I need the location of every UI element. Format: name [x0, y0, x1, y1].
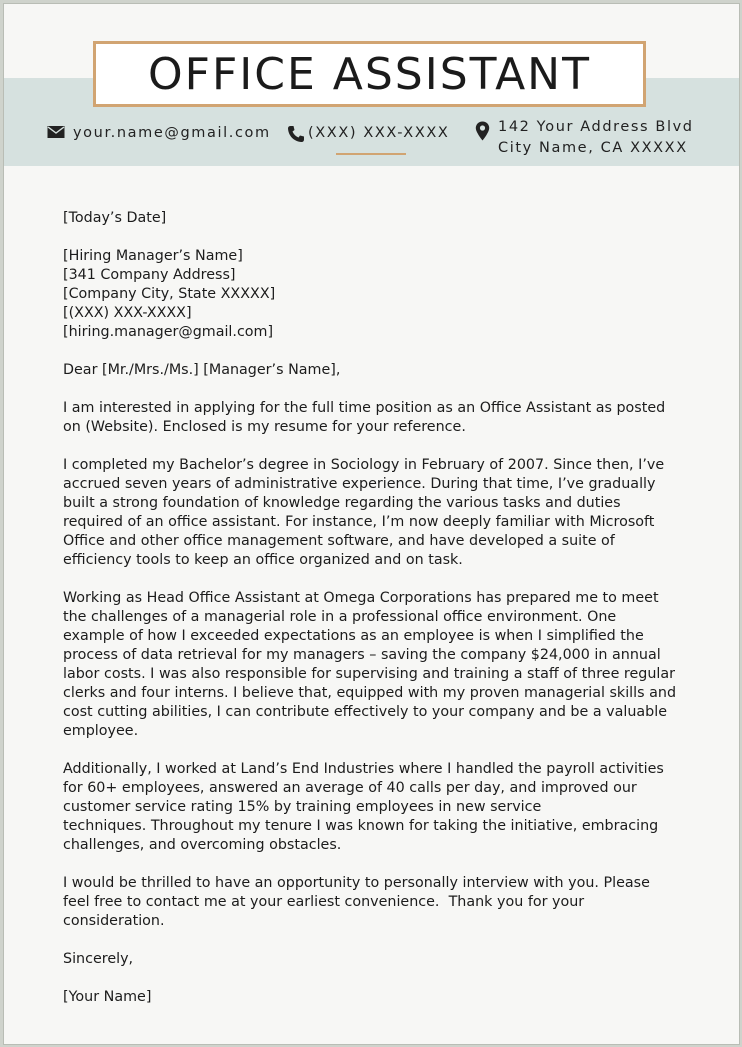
letter-date: [Today’s Date] [63, 210, 167, 226]
salutation: Dear [Mr./Mrs./Ms.] [Manager’s Name], [63, 362, 341, 378]
recipient-name: [Hiring Manager’s Name] [63, 248, 243, 264]
recipient-phone: [(XXX) XXX-XXXX] [63, 305, 192, 321]
address-line-2: City Name, CA XXXXX [498, 140, 688, 156]
title-box [93, 41, 646, 107]
contact-email [47, 125, 271, 143]
address-block [498, 117, 694, 159]
phone-text[interactable]: (XXX) XXX-XXXX [308, 125, 450, 141]
accent-divider [336, 153, 406, 155]
resume-page [3, 3, 740, 1045]
paragraph-additional: Additionally, I worked at Land’s End Industries where I handled the payroll activities for 60+ employees, answered an average of 40 calls per day, and improved our customer service rating 15% by training employees in new service techniques. Throughout my tenure I was known for taking the initiative, embracing challenges, and overcoming obstacles. [63, 761, 664, 853]
recipient-city: [Company City, State XXXXX] [63, 286, 276, 302]
recipient-block [63, 247, 703, 342]
paragraph-closing: I would be thrilled to have an opportunity to personally interview with you. Please feel free to contact me at your earliest convenience. Thank you for your consideration. [63, 875, 650, 929]
paragraph-intro: I am interested in applying for the full time position as an Office Assistant as posted on (Website). Enclosed is my resume for your reference. [63, 400, 666, 435]
paragraph-education: I completed my Bachelor’s degree in Sociology in February of 2007. Since then, I’ve accrued seven years of administrative experience. During that time, I’ve gradually built a strong foundation of knowledge regarding the various tasks and duties required of an office assistant. For instance, I’m now deeply familiar with Microsoft Office and other office management software, and have developed a suite of efficiency tools to keep an office organized and on task. [63, 457, 665, 568]
contact-phone [287, 125, 449, 147]
phone-icon [287, 125, 305, 147]
paragraph-experience: Working as Head Office Assistant at Omega Corporations has prepared me to meet the challenges of a managerial role in a professional office environment. One example of how I exceeded expectations as an employee is when I simplified the process of data retrieval for my managers – saving the company $24,000 in annual labor costs. I was also responsible for supervising and training a staff of three regular clerks and four interns. I believe that, equipped with my proven managerial skills and cost cutting abilities, I can contribute effectively to your company and be a valuable employee. [63, 590, 677, 739]
location-pin-icon [475, 121, 490, 148]
address-line-1: 142 Your Address Blvd [498, 119, 694, 135]
recipient-address: [341 Company Address] [63, 267, 236, 283]
contact-address [475, 117, 694, 159]
signature: [Your Name] [63, 989, 152, 1005]
email-text[interactable]: your.name@gmail.com [73, 125, 271, 141]
cover-letter-body [63, 209, 703, 1026]
recipient-email: [hiring.manager@gmail.com] [63, 324, 274, 340]
page-title: OFFICE ASSISTANT [148, 48, 591, 100]
closing: Sincerely, [63, 951, 134, 967]
envelope-icon [47, 125, 65, 143]
